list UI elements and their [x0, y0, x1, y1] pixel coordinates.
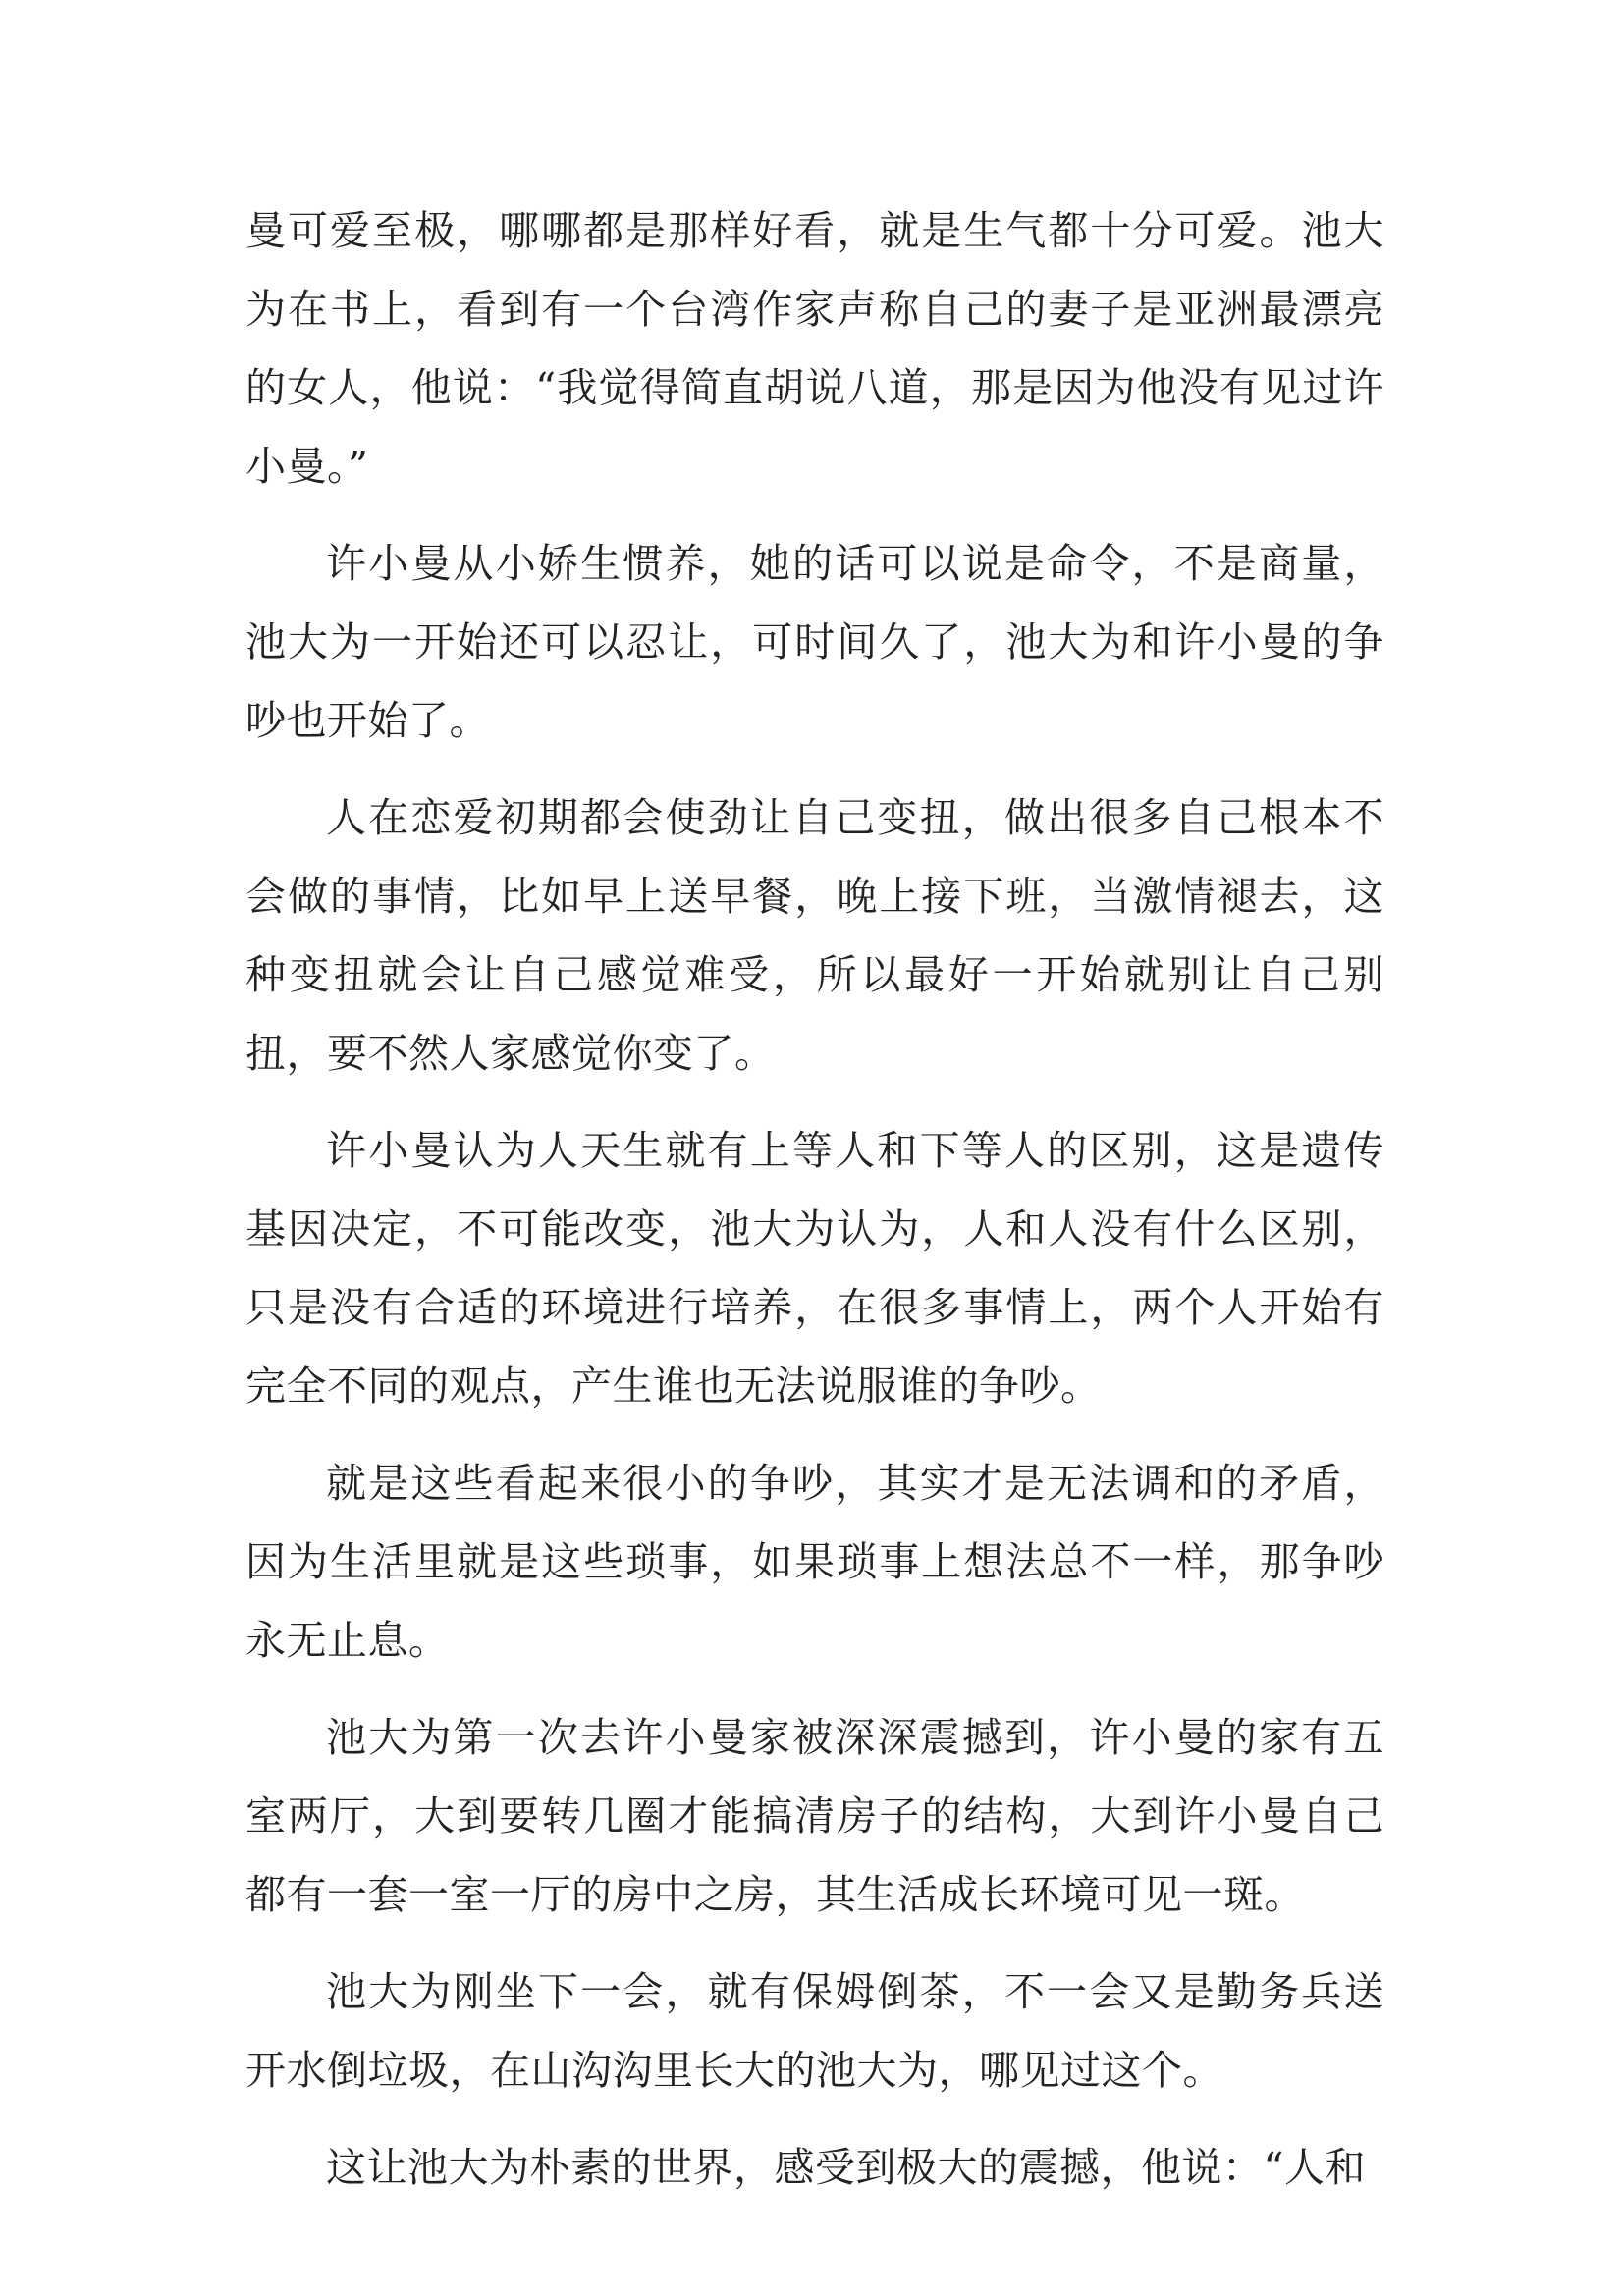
paragraph-5: 就是这些看起来很小的争吵，其实才是无法调和的矛盾，因为生活里就是这些琐事，如果琐事上想法总不一样，那争吵永无止息。: [245, 1460, 1384, 1664]
paragraph-6: 池大为第一次去许小曼家被深深震撼到，许小曼的家有五室两厅，大到要转几圈才能搞清房子的结构，大到许小曼自己都有一套一室一厅的房中之房，其生活成长环境可见一斑。: [245, 1714, 1384, 1918]
document-body: [245, 191, 1384, 2225]
paragraph-7: 池大为刚坐下一会，就有保姆倒茶，不一会又是勤务兵送开水倒垃圾，在山沟沟里长大的池大为，哪见过这个。: [245, 1968, 1384, 2094]
paragraph-8: 这让池大为朴素的世界，感受到极大的震撼，他说：“人和: [326, 2144, 1366, 2191]
paragraph-1: 曼可爱至极，哪哪都是那样好看，就是生气都十分可爱。池大为在书上，看到有一个台湾作家声称自己的妻子是亚洲最漂亮的女人，他说：“我觉得简直胡说八道，那是因为他没有见过许小曼。”: [245, 207, 1384, 490]
paragraph-4: 许小曼认为人天生就有上等人和下等人的区别，这是遗传基因决定，不可能改变，池大为认为，人和人没有什么区别，只是没有合适的环境进行培养，在很多事情上，两个人开始有完全不同的观点，产生谁也无法说服谁的争吵。: [245, 1127, 1384, 1410]
paragraph-2: 许小曼从小娇生惯养，她的话可以说是命令，不是商量，池大为一开始还可以忍让，可时间久了，池大为和许小曼的争吵也开始了。: [245, 540, 1384, 744]
paragraph-3: 人在恋爱初期都会使劲让自己变扭，做出很多自己根本不会做的事情，比如早上送早餐，晚上接下班，当激情褪去，这种变扭就会让自己感觉难受，所以最好一开始就别让自己别扭，要不然人家感觉你变了。: [245, 794, 1384, 1077]
